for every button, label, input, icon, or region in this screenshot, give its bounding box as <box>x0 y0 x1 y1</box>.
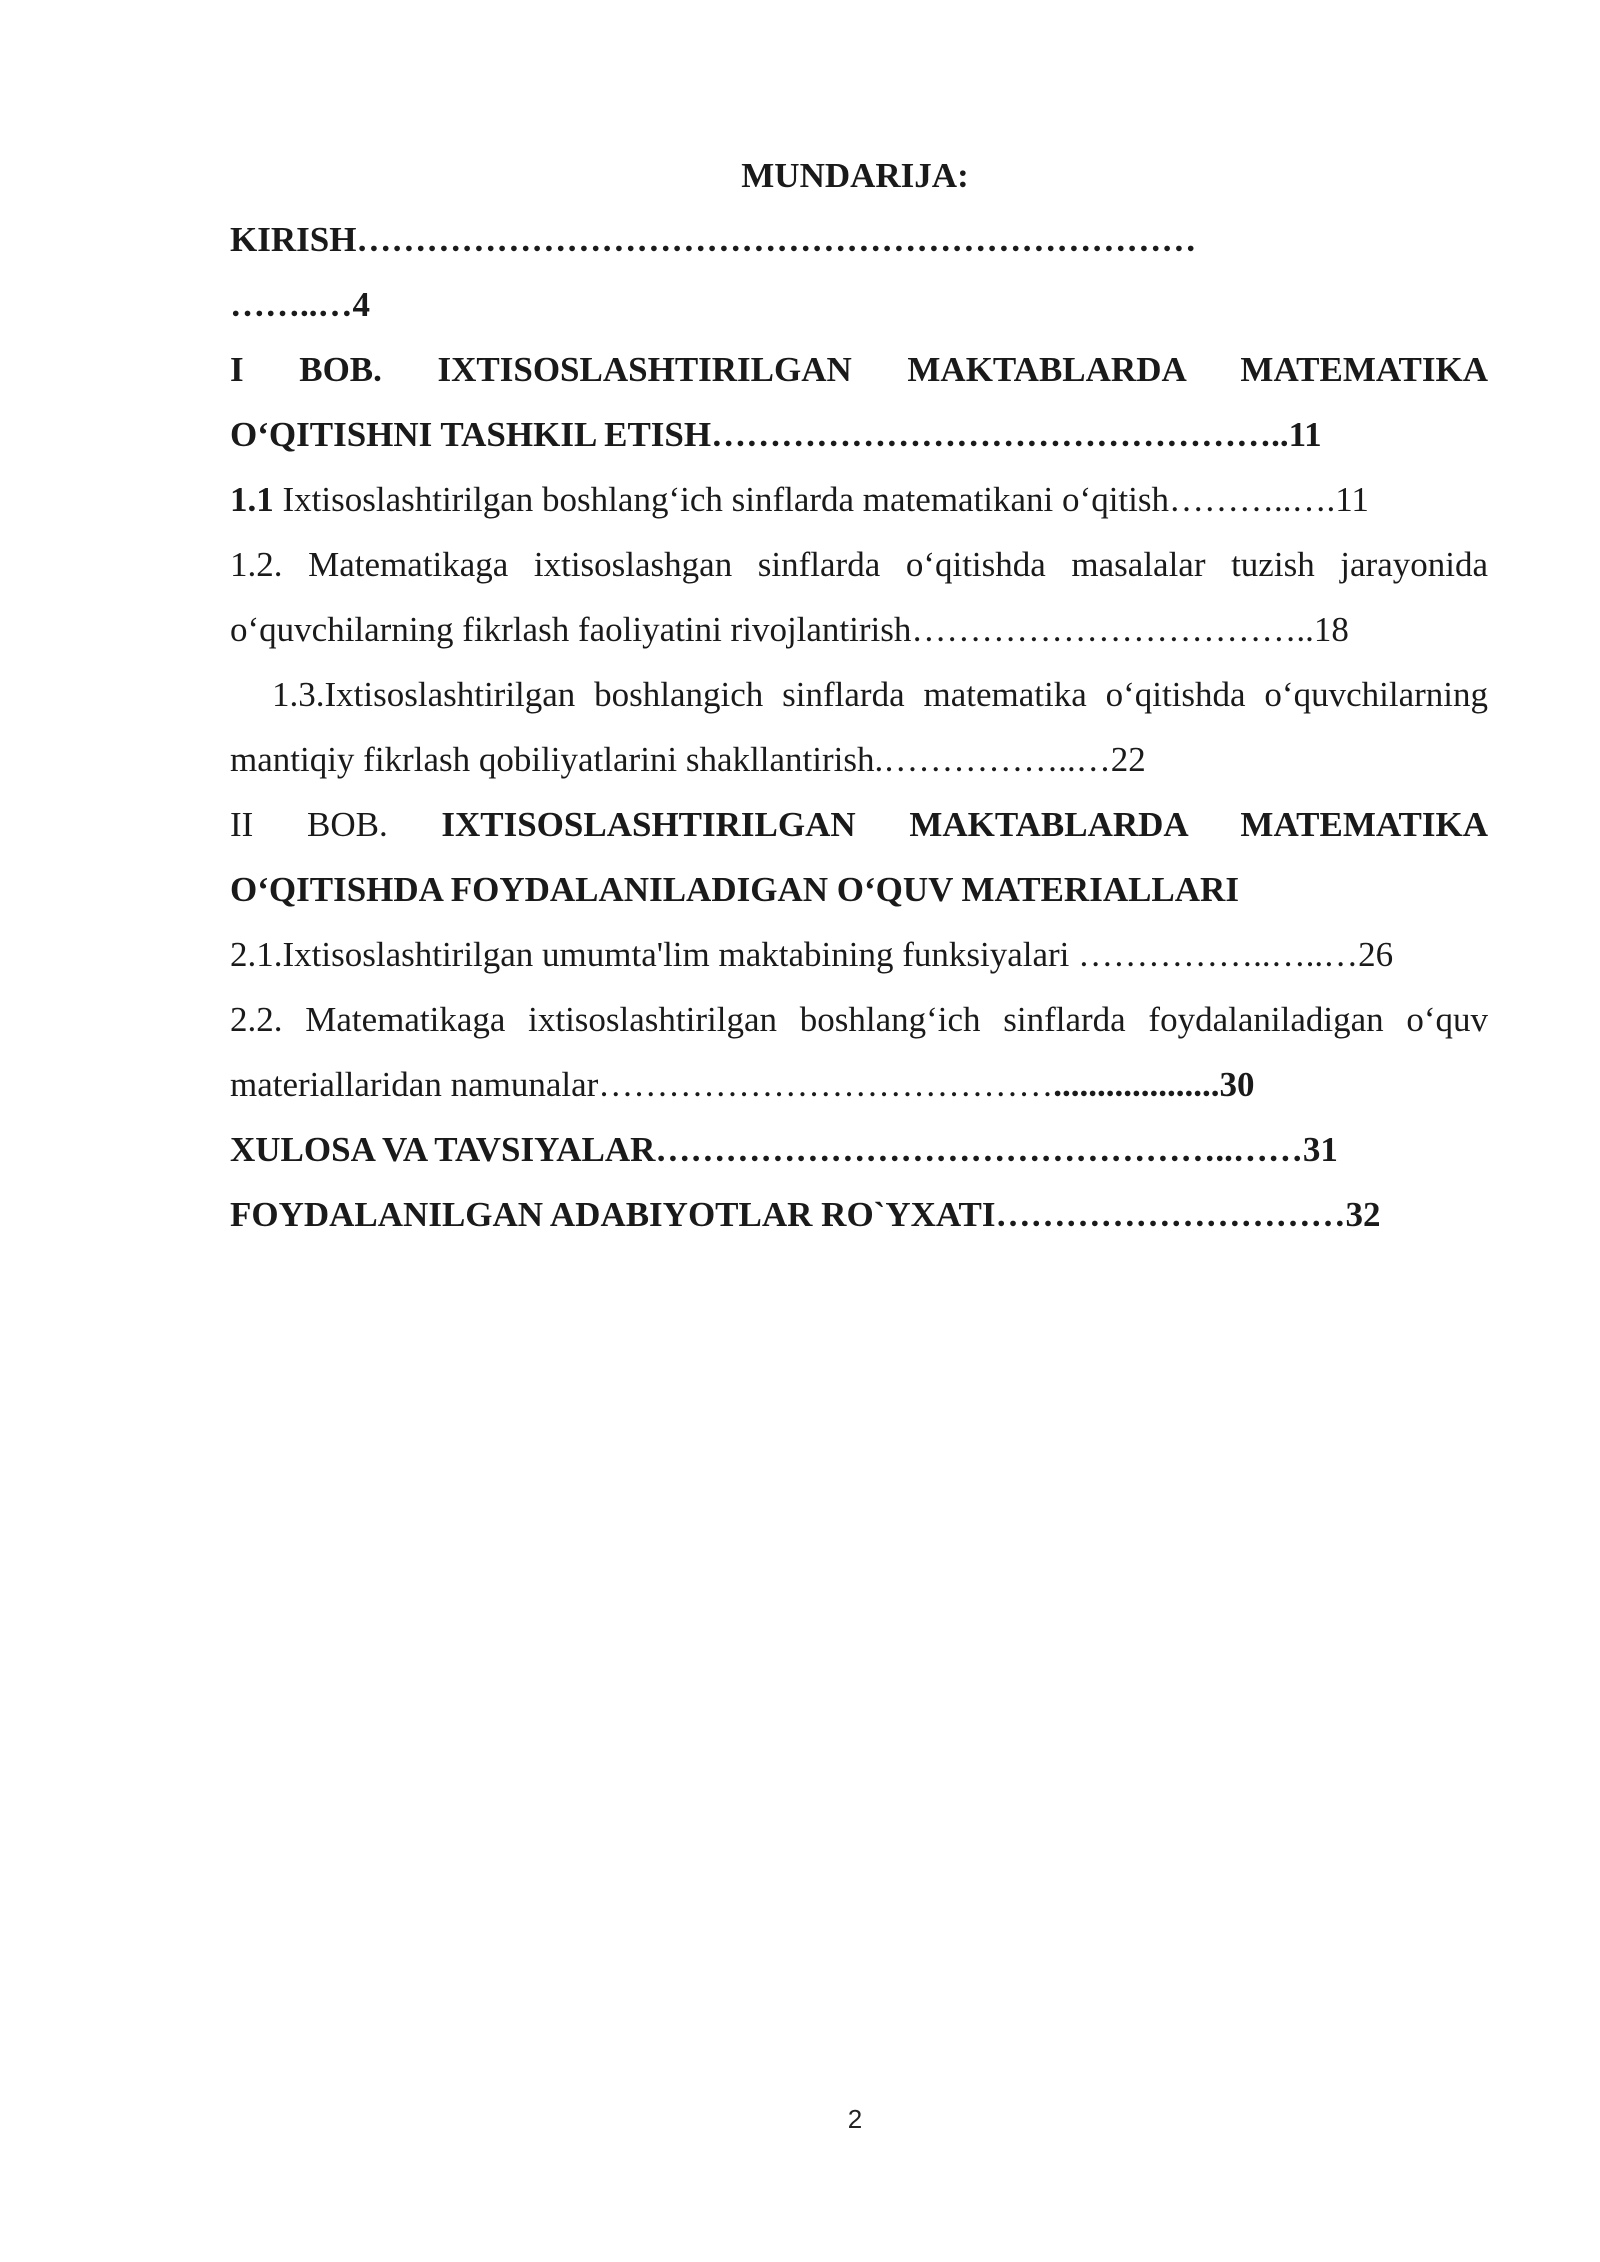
toc-bob1-title-line1: I BOB. IXTISOSLASHTIRILGAN MAKTABLARDA MATEMATIKA <box>230 350 1488 389</box>
toc-entry-2-2 <box>230 987 1488 1117</box>
page-number: 2 <box>847 2104 863 2134</box>
toc-entry-1-2: 1.2. Matematikaga ixtisoslashgan sinflarda o‘qitishda masalalar tuzish jarayonida o‘quvchilarning fikrlash faoliyatini rivojlantirish……………………………..18 <box>230 545 1488 649</box>
toc-1-1-text: Ixtisoslashtirilgan boshlang‘ich sinflarda matematikani o‘qitish………..….11 <box>273 480 1369 519</box>
toc-2-2-page: ...................30 <box>1053 1065 1255 1104</box>
toc-entry-kirish-line1: KIRISH……………………………………………………………… <box>230 220 1197 259</box>
toc-entry-2-1: 2.1.Ixtisoslashtirilgan umumta'lim maktabining funksiyalari ……………..…..…26 <box>230 935 1394 974</box>
toc-entry-bob1 <box>230 337 1488 467</box>
toc-entry-1-3: 1.3.Ixtisoslashtirilgan boshlangich sinflarda matematika o‘qitishda o‘quvchilarning mantiqiy fikrlash qobiliyatlarini shakllantirish.……………..…22 <box>230 675 1488 779</box>
page-title: MUNDARIJA: <box>741 156 969 195</box>
toc-entry-bob2 <box>230 792 1488 922</box>
toc-bob1-title-line2: O‘QITISHNI TASHKIL ETISH…………………………………………..11 <box>230 415 1322 454</box>
toc-entry-kirish-line2: ……..…4 <box>230 285 370 324</box>
toc-2-2-text: 2.2. Matematikaga ixtisoslashtirilgan boshlang‘ich sinflarda foydalaniladigan o‘quv materiallaridan namunalar………………………………… <box>230 1000 1488 1104</box>
toc-bob2-title: IXTISOSLASHTIRILGAN MAKTABLARDA MATEMATIKA O‘QITISHDA FOYDALANILADIGAN O‘QUV MATERIALLARI <box>230 805 1488 909</box>
toc-bob2-prefix: II BOB. <box>230 805 442 844</box>
toc-entry-adabiyotlar: FOYDALANILGAN ADABIYOTLAR RO`YXATI…………………………32 <box>230 1195 1381 1234</box>
toc-entry-1-1 <box>230 467 1488 532</box>
toc-1-1-number: 1.1 <box>230 480 274 519</box>
table-of-contents <box>230 207 1488 1247</box>
toc-entry-xulosa: XULOSA VA TAVSIYALAR…………………………………………..……31 <box>230 1130 1338 1169</box>
